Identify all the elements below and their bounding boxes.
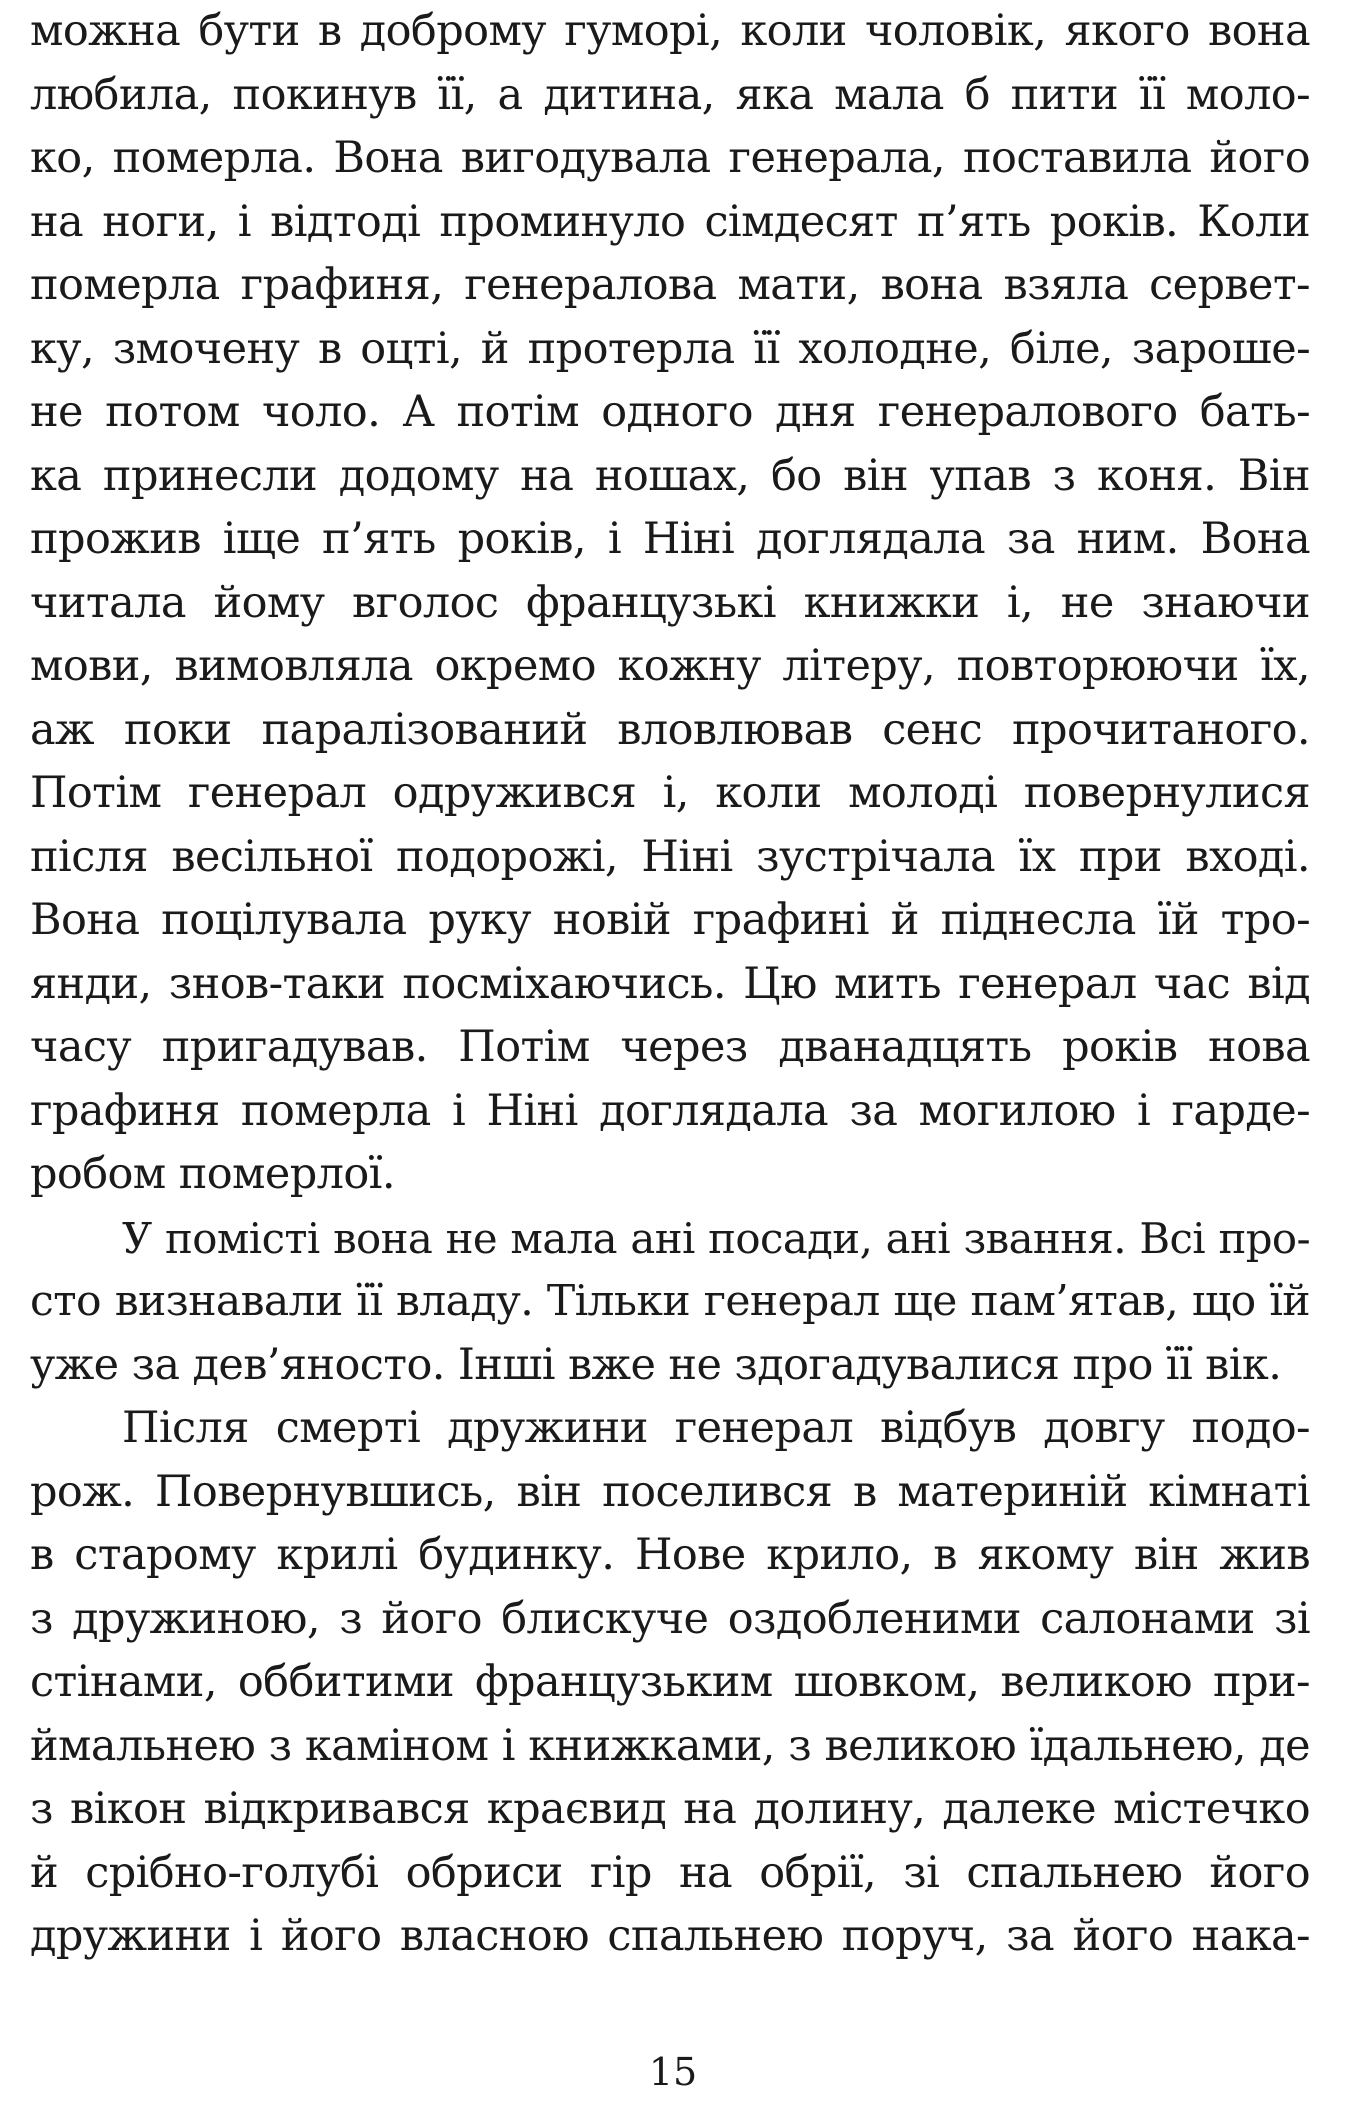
text-line: янди, знов-таки посміхаючись. Цю мить генерал час від <box>30 958 1310 1009</box>
text-line: з дружиною, з його блискуче оздобленими салонами зі <box>30 1593 1310 1644</box>
text-line: можна бути в доброму гуморі, коли чоловік, якого вона <box>30 6 1310 56</box>
text-line: Потім генерал одружився і, коли молоді повернулися <box>30 768 1310 818</box>
text-line: аж поки паралізований вловлював сенс прочитаного. <box>30 704 1310 755</box>
text-line: любила, покинув її, а дитина, яка мала б пити її моло- <box>30 69 1310 120</box>
text-line: часу пригадував. Потім через дванадцять років нова <box>30 1022 1310 1072</box>
text-line: з вікон відкривався краєвид на долину, далеке містечко <box>30 1784 1310 1834</box>
text-line: Вона поцілувала руку новій графині й піднесла їй тро- <box>30 895 1310 945</box>
text-line: мови, вимовляла окремо кожну літеру, повторюючи їх, <box>30 641 1310 691</box>
text-line: сто визнавали її владу. Тільки генерал ще пам’ятав, що їй <box>30 1277 1310 1326</box>
text-line-paragraph-end: уже за дев’яносто. Інші вже не здогадувалися про її вік. <box>30 1339 1282 1390</box>
text-line: померла графиня, генералова мати, вона взяла сервет- <box>30 260 1310 310</box>
text-line: ко, померла. Вона вигодувала генерала, поставила його <box>30 133 1310 183</box>
text-line: дружини і його власною спальнею поруч, за його нака- <box>30 1911 1310 1961</box>
page-body-text <box>30 0 1310 1969</box>
text-line: рож. Повернувшись, він поселився в материній кімнаті <box>30 1466 1310 1517</box>
text-line: читала йому вголос французькі книжки і, не знаючи <box>30 577 1310 628</box>
text-line: ка принесли додому на ношах, бо він упав з коня. Він <box>30 450 1310 501</box>
text-line-paragraph-start: Після смерті дружини генерал відбув довгу подо- <box>122 1403 1310 1453</box>
text-line: стінами, оббитими французьким шовком, великою при- <box>30 1657 1310 1707</box>
page-number: 15 <box>648 2050 698 2094</box>
text-line-paragraph-end: робом померлої. <box>30 1149 395 1199</box>
text-line: ку, змочену в оцті, й протерла її холодне, біле, зароше- <box>30 323 1310 374</box>
text-line: після весільної подорожі, Ніні зустрічала їх при вході. <box>30 831 1310 882</box>
text-line: й срібно-голубі обриси гір на обрії, зі спальнею його <box>30 1847 1310 1898</box>
text-line: в старому крилі будинку. Нове крило, в якому він жив <box>30 1530 1310 1580</box>
text-line: не потом чоло. А потім одного дня генералового бать- <box>30 387 1310 437</box>
text-line-paragraph-start: У помісті вона не мала ані посади, ані звання. Всі про- <box>122 1213 1310 1263</box>
text-line: на ноги, і відтоді проминуло сімдесят п’ять років. Коли <box>30 196 1310 247</box>
text-line: ймальнею з каміном і книжками, з великою їдальнею, де <box>30 1720 1310 1771</box>
text-line: прожив іще п’ять років, і Ніні доглядала за ним. Вона <box>30 514 1310 564</box>
text-line: графиня померла і Ніні доглядала за могилою і гарде- <box>30 1085 1310 1136</box>
